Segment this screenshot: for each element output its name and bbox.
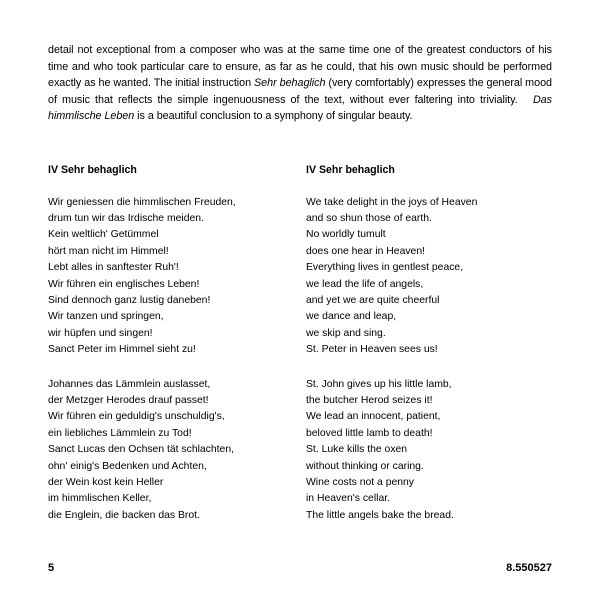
page-number: 5 xyxy=(48,562,55,574)
stanza xyxy=(48,195,282,359)
song-title-german: IV Sehr behaglich xyxy=(48,163,137,176)
lyric-line: we lead the life of angels, xyxy=(306,278,424,290)
stanza xyxy=(306,377,552,525)
lyric-line: Sanct Peter im Himmel sieht zu! xyxy=(48,344,196,356)
lyrics-column-german xyxy=(48,163,300,525)
lyric-line: Kein weltlich' Getümmel xyxy=(48,229,159,241)
page-footer xyxy=(48,562,552,574)
lyric-line: ein liebliches Lämmlein zu Tod! xyxy=(48,427,192,439)
lyric-line: St. John gives up his little lamb, xyxy=(306,378,452,390)
lyric-line: wir hüpfen und singen! xyxy=(48,327,153,339)
intro-italic-term: Sehr behaglich xyxy=(254,77,326,89)
lyric-line: der Metzger Herodes drauf passet! xyxy=(48,394,209,406)
lyric-line: hört man nicht im Himmel! xyxy=(48,245,169,257)
intro-italic-title: Das himmlische Leben xyxy=(48,93,552,122)
catalogue-number: 8.550527 xyxy=(506,562,552,574)
stanza xyxy=(306,195,552,359)
lyric-line: without thinking or caring. xyxy=(306,460,424,472)
lyric-line: der Wein kost kein Heller xyxy=(48,477,164,488)
lyrics-column-english xyxy=(300,163,552,525)
song-title-english: IV Sehr behaglich xyxy=(306,163,395,176)
lyric-line: St. Luke kills the oxen xyxy=(306,444,408,456)
lyric-line: we dance and leap, xyxy=(306,311,397,323)
lyrics-columns xyxy=(48,163,552,525)
lyric-line: beloved little lamb to death! xyxy=(306,427,433,439)
lyric-line: Johannes das Lämmlein auslasset, xyxy=(48,378,211,390)
lyric-line: St. Peter in Heaven sees us! xyxy=(306,344,438,356)
lyric-line: Wir führen ein geduldig's unschuldig's, xyxy=(48,411,225,423)
intro-paragraph: detail not exceptional from a composer who was at the same time one of the greatest conductors of his time and who took particular care to ensure, as far as he could, that his own music should be performed exactly as he wanted. The initial instruction Sehr behaglich (very comfortably) expresses the general mood of music that reflects the simple ingenuousness of the text, without ever faltering into triviality. Das himmlische Leben is a beautiful conclusion to a symphony of singular beauty. xyxy=(48,44,552,122)
lyric-line: ohn' einig's Bedenken und Achten, xyxy=(48,460,207,472)
lyric-line: does one hear in Heaven! xyxy=(306,245,426,257)
lyric-line: the butcher Herod seizes it! xyxy=(306,394,433,406)
lyric-line: Wir geniessen die himmlischen Freuden, xyxy=(48,196,236,208)
lyric-line: and yet we are quite cheerful xyxy=(306,294,440,306)
lyric-line: Sind dennoch ganz lustig daneben! xyxy=(48,294,211,306)
lyric-line: drum tun wir das Irdische meiden. xyxy=(48,212,204,224)
lyric-line: No worldly tumult xyxy=(306,229,386,241)
lyric-line: we skip and sing. xyxy=(306,327,386,339)
lyric-line: We lead an innocent, patient, xyxy=(306,411,441,423)
lyric-line: die Englein, die backen das Brot. xyxy=(48,509,200,521)
lyric-line: Wine costs not a penny xyxy=(306,477,415,488)
lyric-line: The little angels bake the bread. xyxy=(306,509,454,521)
lyric-line: We take delight in the joys of Heaven xyxy=(306,196,478,208)
stanza xyxy=(48,377,282,525)
lyric-line: im himmlischen Keller, xyxy=(48,493,152,505)
lyric-line: in Heaven's cellar. xyxy=(306,493,390,505)
lyric-line: Sanct Lucas den Ochsen tät schlachten, xyxy=(48,444,234,456)
lyric-line: Wir tanzen und springen, xyxy=(48,311,164,323)
lyric-line: and so shun those of earth. xyxy=(306,212,432,224)
lyric-line: Lebt alles in sanftester Ruh'! xyxy=(48,262,179,274)
lyric-line: Wir führen ein englisches Leben! xyxy=(48,278,200,290)
lyric-line: Everything lives in gentlest peace, xyxy=(306,262,464,274)
